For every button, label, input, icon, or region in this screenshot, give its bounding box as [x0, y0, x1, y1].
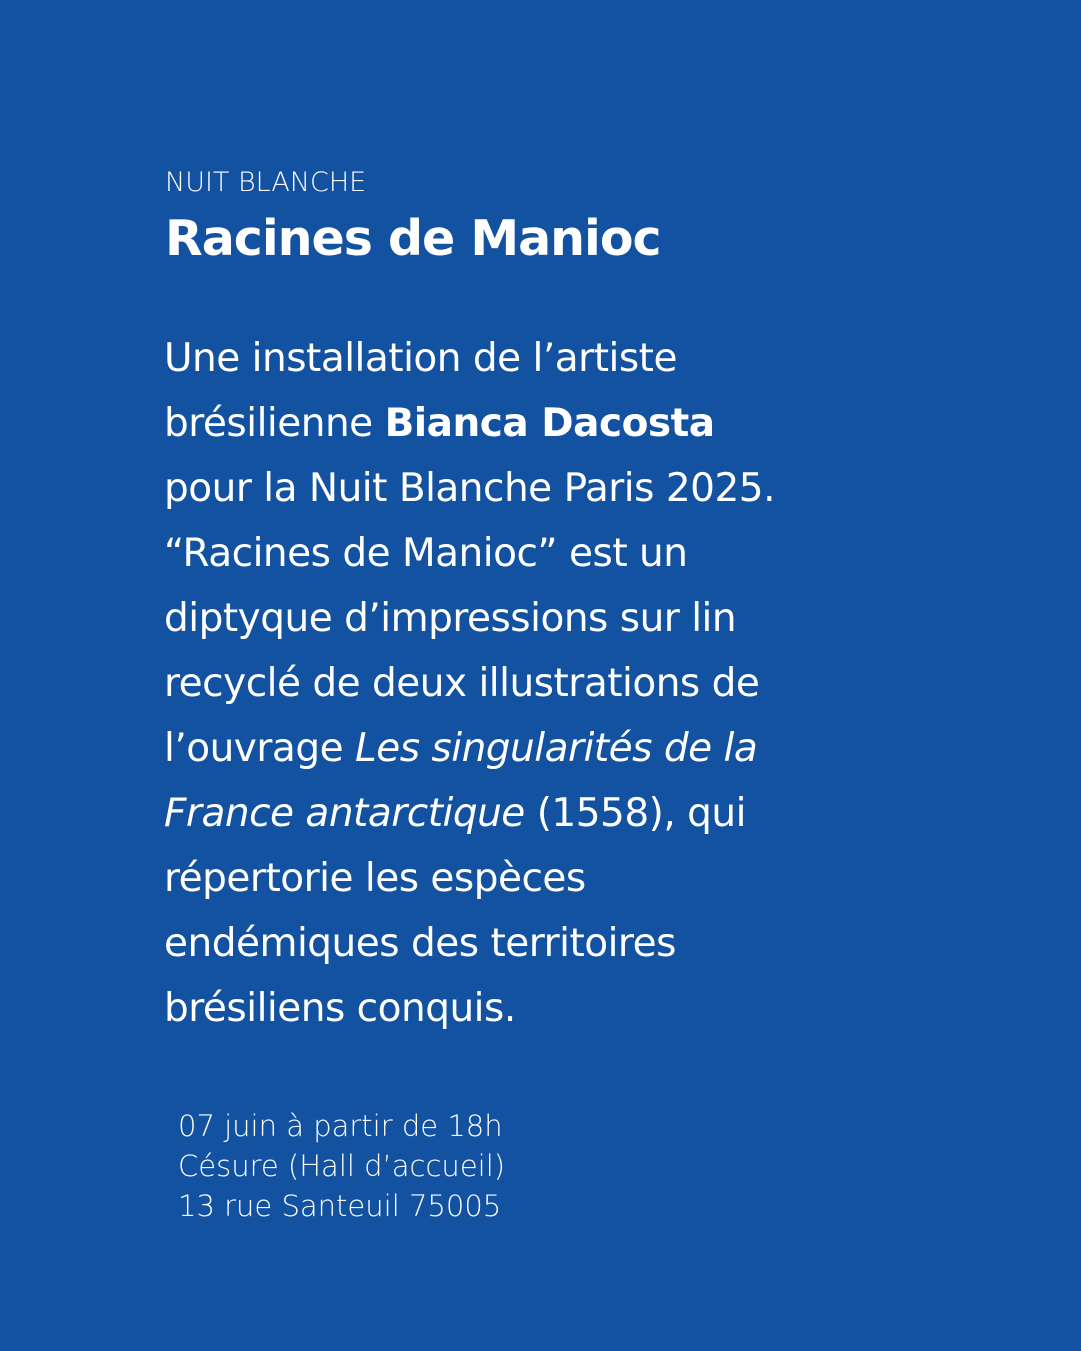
event-info: [178, 1106, 505, 1226]
book-title-part: Les singularités de la: [354, 726, 758, 771]
event-venue: Césure (Hall d’accueil): [178, 1149, 506, 1183]
description-line: Une installation de l’artiste: [164, 336, 677, 381]
event-address: 13 rue Santeuil 75005: [178, 1189, 502, 1223]
description-line: pour la Nuit Blanche Paris 2025.: [164, 466, 775, 511]
event-date: 07 juin à partir de 18h: [178, 1109, 503, 1143]
description-line: diptyque d’impressions sur lin: [164, 596, 737, 641]
artwork-title: Racines de Manioc: [165, 210, 661, 267]
event-series-label: NUIT BLANCHE: [165, 167, 367, 198]
description-line: brésiliens conquis.: [164, 986, 516, 1031]
description-line: [164, 781, 924, 846]
description-line: “Racines de Manioc” est un: [164, 531, 688, 576]
description-text: (1558), qui: [524, 791, 746, 836]
description-line: recyclé de deux illustrations de: [164, 661, 760, 706]
description-line: répertorie les espèces: [164, 856, 586, 901]
description-paragraph: [164, 326, 924, 1041]
description-line: endémiques des territoires: [164, 921, 676, 966]
description-text: brésilienne: [164, 401, 385, 446]
description-line: [164, 391, 924, 456]
book-title-part: France antarctique: [164, 791, 525, 836]
description-text: l’ouvrage: [164, 726, 355, 771]
artist-name: Bianca Dacosta: [384, 401, 715, 446]
description-line: [164, 716, 924, 781]
